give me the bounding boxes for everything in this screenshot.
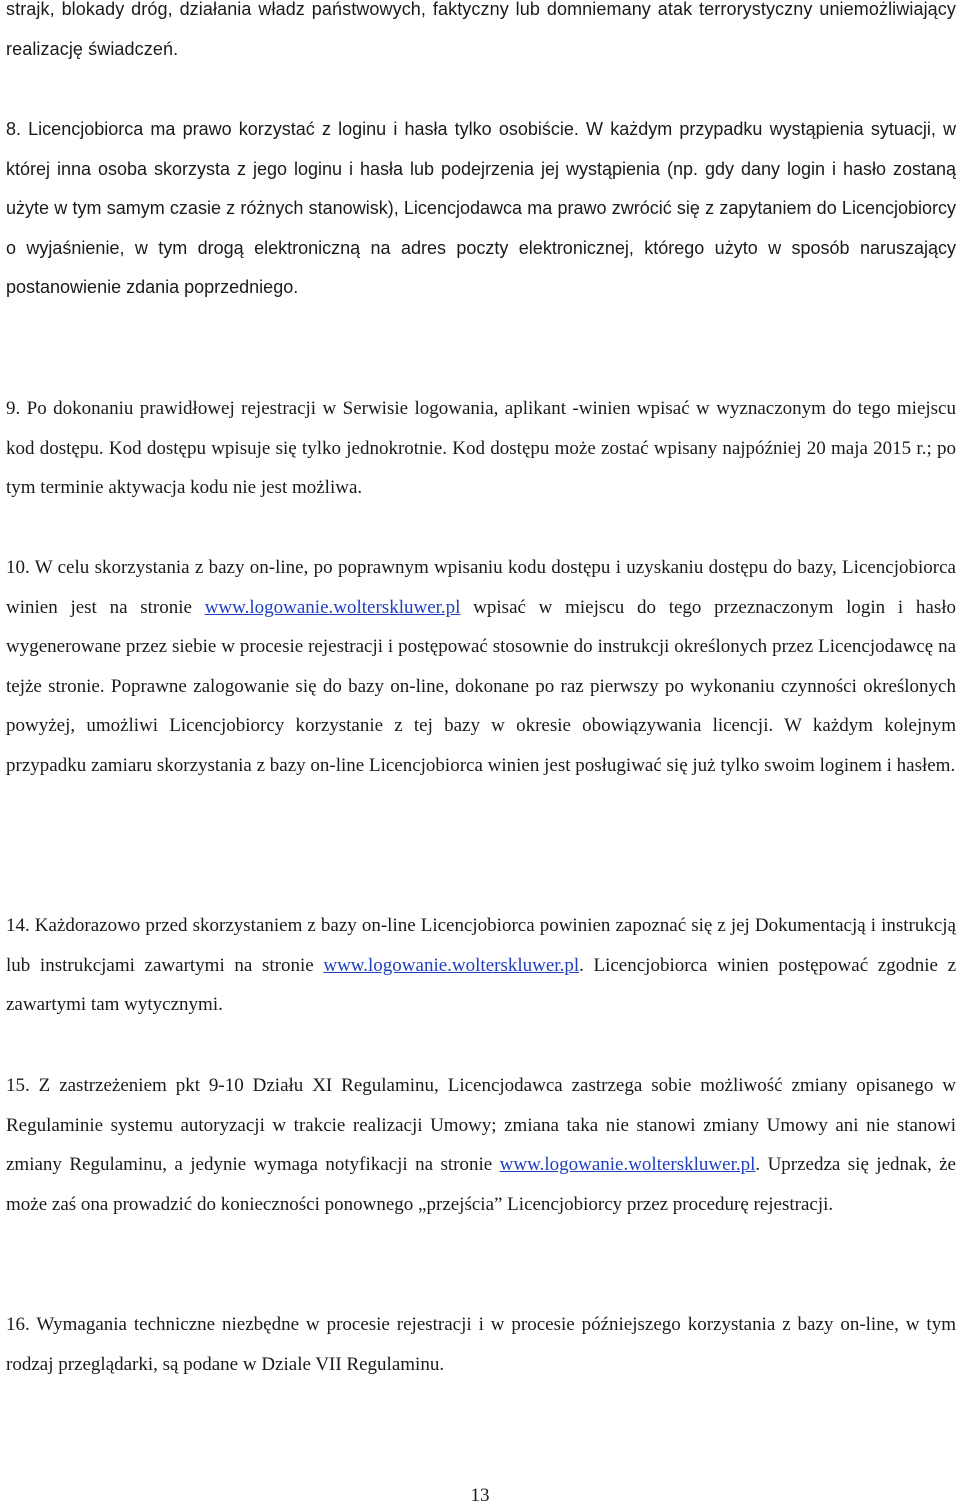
paragraph-9 xyxy=(6,389,956,508)
paragraph-8 xyxy=(6,110,956,308)
paragraph-14-text-before: 14. Każdorazowo przed skorzystaniem z bazy on-line Licencjobiorca powinien zapoznać się z jej Dokumentacją i instrukcją lub instrukcjami zawartymi na stronie xyxy=(6,915,956,976)
paragraph-14-text-after: . Licencjobiorca winien postępować zgodnie z zawartymi tam wytycznymi. xyxy=(6,954,957,1016)
page-number: 13 xyxy=(470,1485,490,1506)
intro-text: strajk, blokady dróg, działania władz państwowych, faktyczny lub domniemany atak terrorystyczny uniemożliwiający realizację świadczeń. xyxy=(6,0,956,59)
paragraph-16 xyxy=(6,1305,956,1384)
paragraph-15-text-before: 15. Z zastrzeżeniem pkt 9-10 Działu XI Regulaminu, Licencjodawca zastrzega sobie możliwość zmiany opisanego w Regulaminie systemu autoryzacji w trakcie realizacji Umowy; zmiana taka nie stanowi zmiany Umowy ani nie stanowi zmiany Regulaminu, a jedynie wymaga notyfikacji na stronie xyxy=(6,1075,956,1176)
paragraph-8-text: 8. Licencjobiorca ma prawo korzystać z loginu i hasła tylko osobiście. W każdym przypadku wystąpienia sytuacji, w której inna osoba skorzysta z jego loginu i hasła lub podejrzenia jej wystąpienia (np. gdy dany login i hasło zostaną użyte w tym samym czasie z różnych stanowisk), Licencjodawca ma prawo zwrócić się z zapytaniem do Licencjobiorcy o wyjaśnienie, w tym drogą elektroniczną na adres poczty elektronicznej, którego użyto w sposób naruszający postanowienie zdania poprzedniego. xyxy=(6,119,956,298)
paragraph-15 xyxy=(6,1066,956,1224)
paragraph-10-text-after: wpisać w miejscu do tego przeznaczonym login i hasło wygenerowane przez siebie w procesie rejestracji i postępować stosownie do instrukcji określonych przez Licencjodawcę na tejże stronie. Poprawne zalogowanie się do bazy on-line, dokonane po raz pierwszy po wykonaniu czynności określonych powyżej, umożliwi Licencjobiorcy korzystanie z tej bazy w okresie obowiązywania licencji. W każdym kolejnym przypadku zamiaru skorzystania z bazy on-line Licencjobiorca winien jest posługiwać się już tylko swoim loginem i hasłem. xyxy=(6,596,956,776)
paragraph-14 xyxy=(6,906,956,1025)
logowanie-link-p10[interactable]: www.logowanie.wolterskluwer.pl xyxy=(204,596,461,618)
paragraph-16-text: 16. Wymagania techniczne niezbędne w procesie rejestracji i w procesie późniejszego korzystania z bazy on-line, w tym rodzaj przeglądarki, są podane w Dziale VII Regulaminu. xyxy=(6,1314,956,1375)
logowanie-link-p14[interactable]: www.logowanie.wolterskluwer.pl xyxy=(323,954,580,976)
paragraph-10 xyxy=(6,548,956,786)
intro-paragraph xyxy=(6,0,956,69)
logowanie-link-p15[interactable]: www.logowanie.wolterskluwer.pl xyxy=(499,1154,756,1176)
paragraph-10-text-before: 10. W celu skorzystania z bazy on-line, po poprawnym wpisaniu kodu dostępu i uzyskaniu dostępu do bazy, Licencjobiorca winien jest na stronie xyxy=(6,557,956,618)
paragraph-9-text: 9. Po dokonaniu prawidłowej rejestracji w Serwisie logowania, aplikant -winien wpisać w wyznaczonym do tego miejscu kod dostępu. Kod dostępu wpisuje się tylko jednokrotnie. Kod dostępu może zostać wpisany najpóźniej 20 maja 2015 r.; po tym terminie aktywacja kodu nie jest możliwa. xyxy=(6,398,956,499)
paragraph-15-text-after: . Uprzedza się jednak, że może zaś ona prowadzić do konieczności ponownego „przejścia” Licencjobiorcy przez procedurę rejestracji. xyxy=(6,1154,956,1215)
